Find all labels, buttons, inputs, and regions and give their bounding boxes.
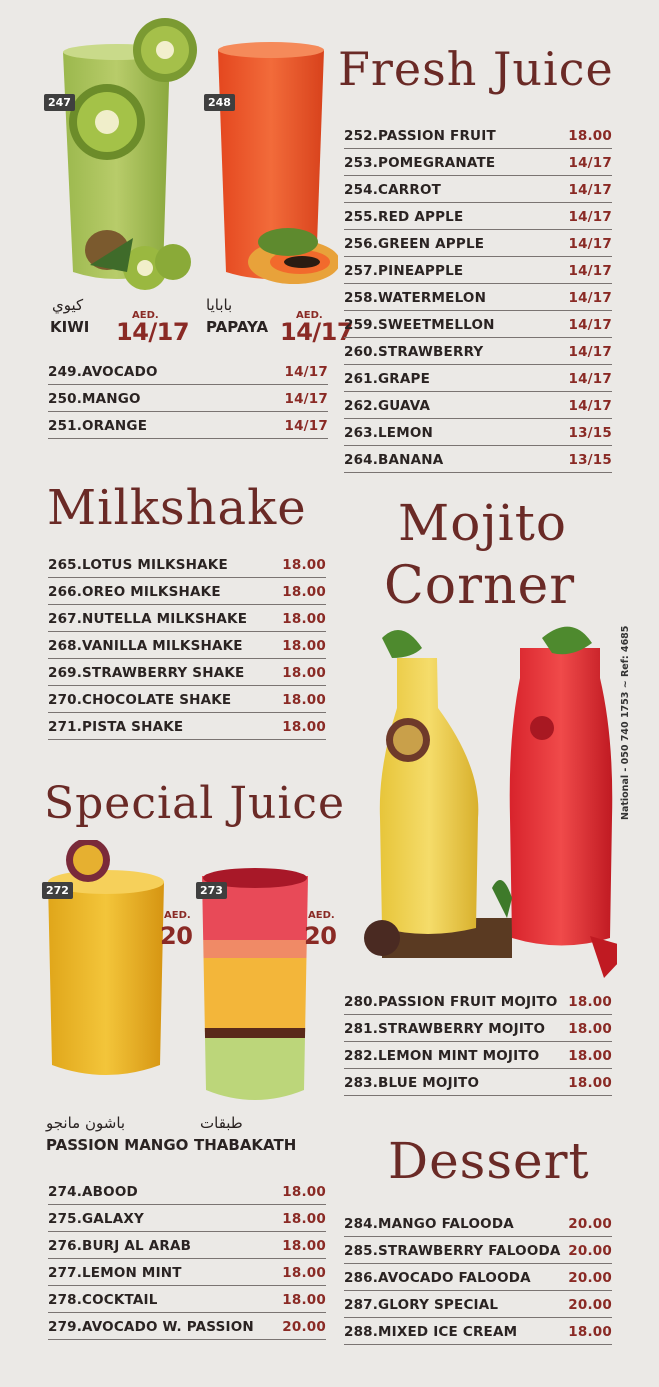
product-code-badge: 248 — [204, 94, 235, 111]
item-price: 13/15 — [568, 452, 612, 468]
item-number: 253. — [344, 155, 379, 171]
item-name: AVOCADO — [82, 364, 158, 380]
papaya-juice-image — [204, 10, 338, 295]
product-price: 14/17 — [280, 318, 354, 346]
item-price: 14/17 — [284, 391, 328, 407]
milkshake-title: Milkshake — [47, 480, 307, 536]
item-name: LEMON — [378, 425, 434, 441]
menu-item-row — [344, 338, 612, 365]
item-price: 14/17 — [284, 418, 328, 434]
item-name: STRAWBERRY FALOODA — [378, 1243, 561, 1259]
item-number: 281. — [344, 1021, 379, 1037]
item-name: VANILLA MILKSHAKE — [82, 638, 243, 654]
passion-mango-image — [42, 840, 170, 1088]
fresh-juice-title: Fresh Juice — [338, 42, 614, 96]
item-price: 18.00 — [282, 611, 326, 627]
product-arabic-name: باشون مانجو — [46, 1114, 126, 1132]
item-price: 14/17 — [568, 290, 612, 306]
item-number: 251. — [48, 418, 83, 434]
item-price: 18.00 — [568, 1324, 612, 1340]
menu-item-row — [344, 176, 612, 203]
item-name: AVOCADO W. PASSION — [82, 1319, 254, 1335]
item-name: BLUE MOJITO — [378, 1075, 480, 1091]
item-price: 18.00 — [282, 557, 326, 573]
item-price: 14/17 — [568, 344, 612, 360]
menu-item-row — [344, 1015, 612, 1042]
special-juice-title: Special Juice — [44, 778, 346, 829]
menu-item-row — [344, 392, 612, 419]
item-number: 254. — [344, 182, 379, 198]
item-name: STRAWBERRY — [378, 344, 484, 360]
menu-item-row — [344, 230, 612, 257]
item-name: AVOCADO FALOODA — [378, 1270, 531, 1286]
item-number: 271. — [48, 719, 83, 735]
menu-item-row — [48, 412, 328, 439]
currency-label: AED. — [296, 310, 323, 321]
item-number: 278. — [48, 1292, 83, 1308]
item-price: 18.00 — [568, 1048, 612, 1064]
item-number: 277. — [48, 1265, 83, 1281]
item-price: 18.00 — [282, 1211, 326, 1227]
menu-item-row — [48, 1259, 326, 1286]
menu-item-row — [344, 1264, 612, 1291]
menu-item-row — [344, 988, 612, 1015]
item-price: 18.00 — [282, 638, 326, 654]
menu-item-row — [344, 257, 612, 284]
menu-item-row — [48, 1286, 326, 1313]
item-number: 249. — [48, 364, 83, 380]
item-price: 18.00 — [282, 1184, 326, 1200]
item-name: LOTUS MILKSHAKE — [82, 557, 228, 573]
product-code-badge: 272 — [42, 882, 73, 899]
item-price: 18.00 — [282, 1292, 326, 1308]
item-number: 265. — [48, 557, 83, 573]
thabakath-image — [196, 840, 314, 1110]
item-name: PASSION FRUIT MOJITO — [378, 994, 558, 1010]
menu-item-row — [48, 659, 326, 686]
product-name: KIWI — [50, 318, 90, 336]
item-name: MANGO FALOODA — [378, 1216, 514, 1232]
thabakath-product — [196, 840, 336, 1160]
menu-item-row — [344, 1318, 612, 1345]
currency-label: AED. — [164, 910, 191, 921]
milkshake-list — [48, 551, 326, 740]
item-number: 252. — [344, 128, 379, 144]
item-name: LEMON MINT — [82, 1265, 182, 1281]
menu-item-row — [344, 1042, 612, 1069]
menu-item-row — [344, 1237, 612, 1264]
item-price: 13/15 — [568, 425, 612, 441]
menu-item-row — [344, 311, 612, 338]
item-price: 20.00 — [568, 1297, 612, 1313]
menu-item-row — [344, 1291, 612, 1318]
item-price: 18.00 — [282, 1265, 326, 1281]
item-name: BURJ AL ARAB — [82, 1238, 192, 1254]
product-name: PAPAYA — [206, 318, 269, 336]
menu-item-row — [48, 686, 326, 713]
item-number: 275. — [48, 1211, 83, 1227]
fresh-juice-list-left — [48, 358, 328, 439]
item-name: SWEETMELLON — [378, 317, 495, 333]
item-name: GALAXY — [82, 1211, 144, 1227]
menu-item-row — [48, 1232, 326, 1259]
menu-item-row — [48, 605, 326, 632]
item-name: CARROT — [378, 182, 442, 198]
item-number: 284. — [344, 1216, 379, 1232]
item-number: 259. — [344, 317, 379, 333]
menu-item-row — [344, 203, 612, 230]
item-number: 269. — [48, 665, 83, 681]
item-name: GLORY SPECIAL — [378, 1297, 499, 1313]
menu-item-row — [48, 358, 328, 385]
item-price: 14/17 — [568, 155, 612, 171]
item-name: GRAPE — [378, 371, 431, 387]
menu-item-row — [48, 713, 326, 740]
item-number: 276. — [48, 1238, 83, 1254]
item-name: POMEGRANATE — [378, 155, 496, 171]
menu-item-row — [344, 419, 612, 446]
item-name: GUAVA — [378, 398, 431, 414]
product-arabic-name: كيوي — [52, 296, 84, 314]
menu-item-row — [48, 632, 326, 659]
item-name: LEMON MINT MOJITO — [378, 1048, 540, 1064]
item-number: 279. — [48, 1319, 83, 1335]
product-arabic-name: بابايا — [206, 296, 233, 314]
item-number: 256. — [344, 236, 379, 252]
item-name: NUTELLA MILKSHAKE — [82, 611, 248, 627]
item-price: 14/17 — [568, 371, 612, 387]
item-number: 270. — [48, 692, 83, 708]
product-code-badge: 247 — [44, 94, 75, 111]
item-price: 14/17 — [568, 263, 612, 279]
currency-label: AED. — [132, 310, 159, 321]
item-number: 255. — [344, 209, 379, 225]
product-name: PASSION MANGO — [46, 1136, 189, 1154]
kiwi-product — [40, 10, 190, 346]
menu-item-row — [344, 284, 612, 311]
item-price: 18.00 — [568, 1075, 612, 1091]
dessert-title: Dessert — [388, 1132, 590, 1190]
item-name: PISTA SHAKE — [82, 719, 184, 735]
special-juice-list — [48, 1178, 326, 1340]
item-price: 20.00 — [568, 1243, 612, 1259]
item-price: 18.00 — [282, 584, 326, 600]
item-name: GREEN APPLE — [378, 236, 485, 252]
menu-item-row — [344, 1210, 612, 1237]
item-price: 18.00 — [282, 1238, 326, 1254]
item-price: 14/17 — [568, 182, 612, 198]
item-name: OREO MILKSHAKE — [82, 584, 221, 600]
item-number: 287. — [344, 1297, 379, 1313]
item-price: 18.00 — [568, 994, 612, 1010]
item-price: 18.00 — [282, 692, 326, 708]
item-number: 260. — [344, 344, 379, 360]
item-name: PINEAPPLE — [378, 263, 464, 279]
item-price: 14/17 — [568, 236, 612, 252]
item-number: 280. — [344, 994, 379, 1010]
item-number: 263. — [344, 425, 379, 441]
currency-label: AED. — [308, 910, 335, 921]
item-number: 264. — [344, 452, 379, 468]
item-price: 18.00 — [568, 128, 612, 144]
item-number: 261. — [344, 371, 379, 387]
item-name: ORANGE — [82, 418, 148, 434]
item-name: MIXED ICE CREAM — [378, 1324, 518, 1340]
menu-item-row — [344, 149, 612, 176]
product-code-badge: 273 — [196, 882, 227, 899]
item-price: 14/17 — [568, 398, 612, 414]
item-number: 274. — [48, 1184, 83, 1200]
product-price: 20 — [304, 922, 337, 950]
item-price: 18.00 — [282, 719, 326, 735]
menu-item-row — [48, 1205, 326, 1232]
item-name: WATERMELON — [378, 290, 487, 306]
item-price: 14/17 — [568, 317, 612, 333]
menu-item-row — [344, 1069, 612, 1096]
item-number: 288. — [344, 1324, 379, 1340]
menu-item-row — [48, 1178, 326, 1205]
menu-item-row — [48, 578, 326, 605]
fresh-juice-list-right — [344, 122, 612, 473]
dessert-list — [344, 1210, 612, 1345]
item-price: 14/17 — [284, 364, 328, 380]
item-number: 285. — [344, 1243, 379, 1259]
item-name: STRAWBERRY SHAKE — [82, 665, 245, 681]
product-arabic-name: طبقات — [200, 1114, 243, 1132]
item-number: 267. — [48, 611, 83, 627]
item-number: 286. — [344, 1270, 379, 1286]
mojito-title-line1: Mojito — [398, 494, 567, 552]
menu-item-row — [344, 446, 612, 473]
item-number: 257. — [344, 263, 379, 279]
item-number: 258. — [344, 290, 379, 306]
item-name: STRAWBERRY MOJITO — [378, 1021, 546, 1037]
item-number: 266. — [48, 584, 83, 600]
item-price: 18.00 — [282, 665, 326, 681]
item-price: 18.00 — [568, 1021, 612, 1037]
item-name: MANGO — [82, 391, 141, 407]
item-price: 20.00 — [568, 1270, 612, 1286]
menu-item-row — [344, 122, 612, 149]
item-price: 20.00 — [282, 1319, 326, 1335]
mojito-list — [344, 988, 612, 1096]
mojito-image — [342, 618, 617, 988]
item-name: COCKTAIL — [82, 1292, 158, 1308]
side-reference-code: National - 050 740 1753 ~ Ref: 4685 — [620, 625, 631, 820]
menu-item-row — [48, 385, 328, 412]
product-price: 14/17 — [116, 318, 190, 346]
item-name: ABOOD — [82, 1184, 138, 1200]
papaya-product — [204, 10, 354, 346]
item-price: 14/17 — [568, 209, 612, 225]
item-number: 283. — [344, 1075, 379, 1091]
item-price: 20.00 — [568, 1216, 612, 1232]
product-price: 20 — [160, 922, 193, 950]
kiwi-juice-image — [45, 10, 200, 295]
item-name: BANANA — [378, 452, 444, 468]
item-name: PASSION FRUIT — [378, 128, 496, 144]
item-name: CHOCOLATE SHAKE — [82, 692, 232, 708]
menu-item-row — [48, 551, 326, 578]
mojito-title-line2: Corner — [384, 556, 576, 616]
item-number: 268. — [48, 638, 83, 654]
item-number: 250. — [48, 391, 83, 407]
product-name: THABAKATH — [194, 1136, 297, 1154]
item-name: RED APPLE — [378, 209, 464, 225]
menu-item-row — [344, 365, 612, 392]
passion-mango-product — [42, 840, 192, 1160]
item-number: 282. — [344, 1048, 379, 1064]
item-number: 262. — [344, 398, 379, 414]
menu-item-row — [48, 1313, 326, 1340]
